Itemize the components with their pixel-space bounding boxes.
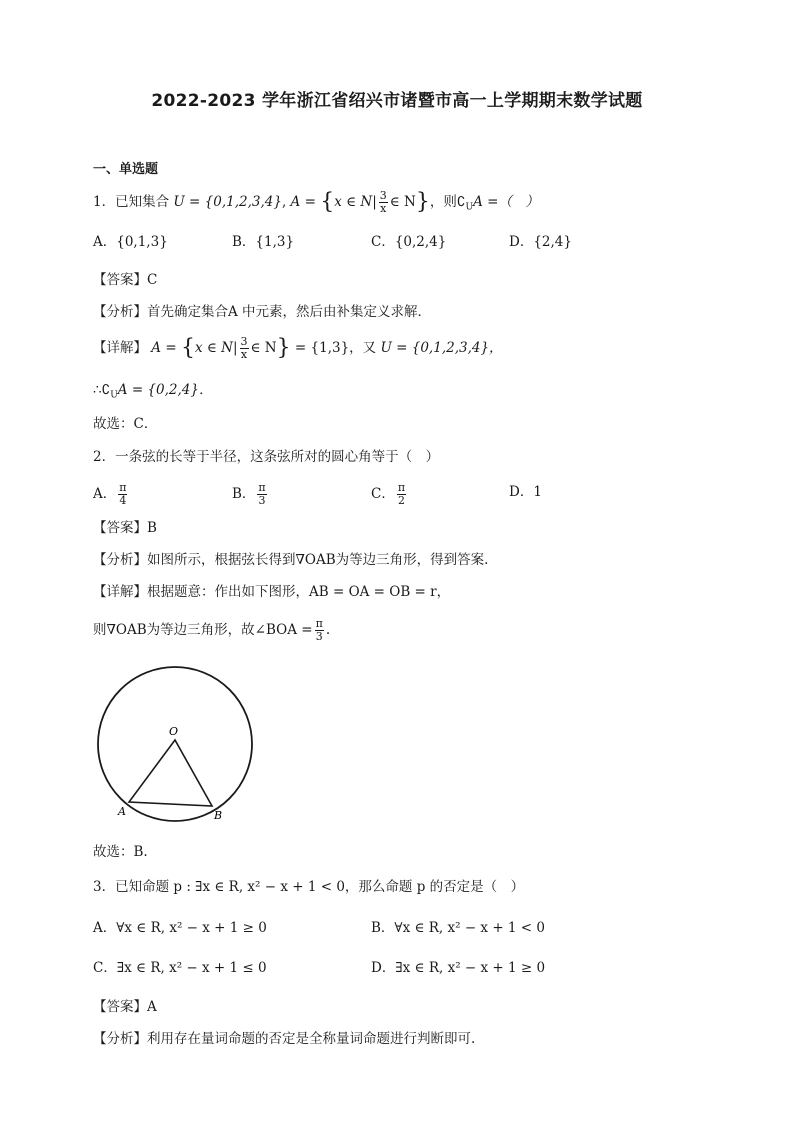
figure-label-a: A [118,805,126,818]
figure-triangle [129,740,212,806]
question-2-option-d: D．1 [509,484,542,500]
figure-label-b: B [214,809,223,822]
question-3-analysis: 【分析】利用存在量词命题的否定是全称量词命题进行判断即可. [93,1031,476,1047]
question-3-option-b: B．∀x ∈ R, x² − x + 1 < 0 [371,920,546,936]
question-2-option-a: A． $\frac{\pi}{4}$ [93,481,127,507]
question-1-option-a: A．{0,1,3} [93,234,168,250]
question-2-detail-2: 则∇OAB为等边三角形，故∠BOA = $\frac{\pi}{3}$ . [93,617,331,643]
question-2-detail: 【详解】根据题意：作出如下图形，AB = OA = OB = r， [93,584,451,600]
question-3-stem: 3．已知命题 p : ∃x ∈ R, x² − x + 1 < 0，那么命题 p 的否定是（ ） [93,879,525,895]
question-1-stem: 1．已知集合 U = {0,1,2,3,4}, A = {x ∈ N| $\frac{3}{x}$ ∈ N}，则$∁_UA$ =（ ） [93,189,539,215]
question-3-option-a: A．∀x ∈ R, x² − x + 1 ≥ 0 [93,920,267,936]
section-heading: 一、单选题 [93,162,159,177]
question-1-analysis: 【分析】首先确定集合A 中元素，然后由补集定义求解． [93,304,432,320]
question-2-answer: 【答案】B [93,520,157,536]
figure-label-o: O [169,725,179,738]
question-2-option-b: B． $\frac{\pi}{3}$ [232,481,266,507]
question-1-choose: 故选：C． [93,416,158,432]
question-3-option-c: C．∃x ∈ R, x² − x + 1 ≤ 0 [93,960,267,976]
page-title: 2022-2023 学年浙江省绍兴市诸暨市高一上学期期末数学试题 [151,91,643,111]
question-2-option-c: C． $\frac{\pi}{2}$ [371,481,406,507]
question-2-choose: 故选：B. [93,844,148,860]
question-3-answer: 【答案】A [93,999,157,1015]
circle-chord-figure [92,660,262,825]
question-1-answer: 【答案】C [93,272,158,288]
question-1-detail-2: $\therefore∁_UA = \{0,2,4\}$． [93,382,213,401]
figure-circle [98,667,252,821]
question-2-stem: 2．一条弦的长等于半径，这条弦所对的圆心角等于（ ） [93,449,440,465]
question-1-option-b: B．{1,3} [232,234,295,250]
question-1-option-d: D．{2,4} [509,234,572,250]
question-2-analysis: 【分析】如图所示，根据弦长得到∇OAB为等边三角形，得到答案. [93,552,489,568]
question-1-detail: 【详解】 A = {x ∈ N| $\frac{3}{x}$ ∈ N} = {1,3}，又 U = {0,1,2,3,4}， [93,335,503,361]
question-3-option-d: D．∃x ∈ R, x² − x + 1 ≥ 0 [371,960,546,976]
question-1-option-c: C．{0,2,4} [371,234,447,250]
